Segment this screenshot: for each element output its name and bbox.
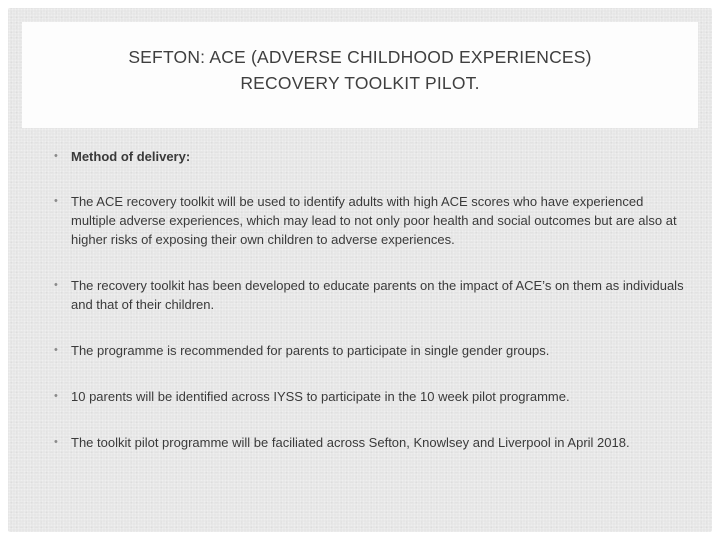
- title-box: [22, 22, 698, 128]
- bullet-dot-icon: •: [54, 390, 58, 402]
- bullet-item-locations: [54, 433, 690, 452]
- slide-title: [128, 44, 591, 96]
- slide-title-line-2: RECOVERY TOOLKIT PILOT.: [240, 73, 480, 93]
- bullet-item-toolkit-purpose: [54, 276, 690, 314]
- bullet-item-toolkit-use: [54, 192, 690, 249]
- bullet-item-method: [54, 147, 690, 166]
- bullet-text: The ACE recovery toolkit will be used to identify adults with high ACE scores who have experienced multiple adverse experiences, which may lead to not only poor health and social outcomes but are also at higher risks of exposing their own children to adverse experiences.: [71, 194, 677, 247]
- bullet-dot-icon: •: [54, 436, 58, 448]
- bullet-item-participants: [54, 387, 690, 406]
- bullet-dot-icon: •: [54, 344, 58, 356]
- bullet-text: The recovery toolkit has been developed to educate parents on the impact of ACE’s on them as individuals and that of their children.: [71, 278, 684, 312]
- bullet-text: Method of delivery:: [71, 149, 191, 164]
- bullet-list: [54, 138, 690, 452]
- bullet-dot-icon: •: [54, 279, 58, 291]
- bullet-dot-icon: •: [54, 150, 58, 162]
- bullet-item-gender-groups: [54, 341, 690, 360]
- slide: [8, 8, 712, 532]
- bullet-dot-icon: •: [54, 195, 58, 207]
- bullet-text: The toolkit pilot programme will be faciliated across Sefton, Knowlsey and Liverpool in April 2018.: [71, 435, 630, 450]
- slide-title-line-1: SEFTON: ACE (ADVERSE CHILDHOOD EXPERIENCES): [128, 47, 592, 67]
- bullet-text: The programme is recommended for parents to participate in single gender groups.: [71, 343, 550, 358]
- bullet-text: 10 parents will be identified across IYSS to participate in the 10 week pilot programme.: [71, 389, 570, 404]
